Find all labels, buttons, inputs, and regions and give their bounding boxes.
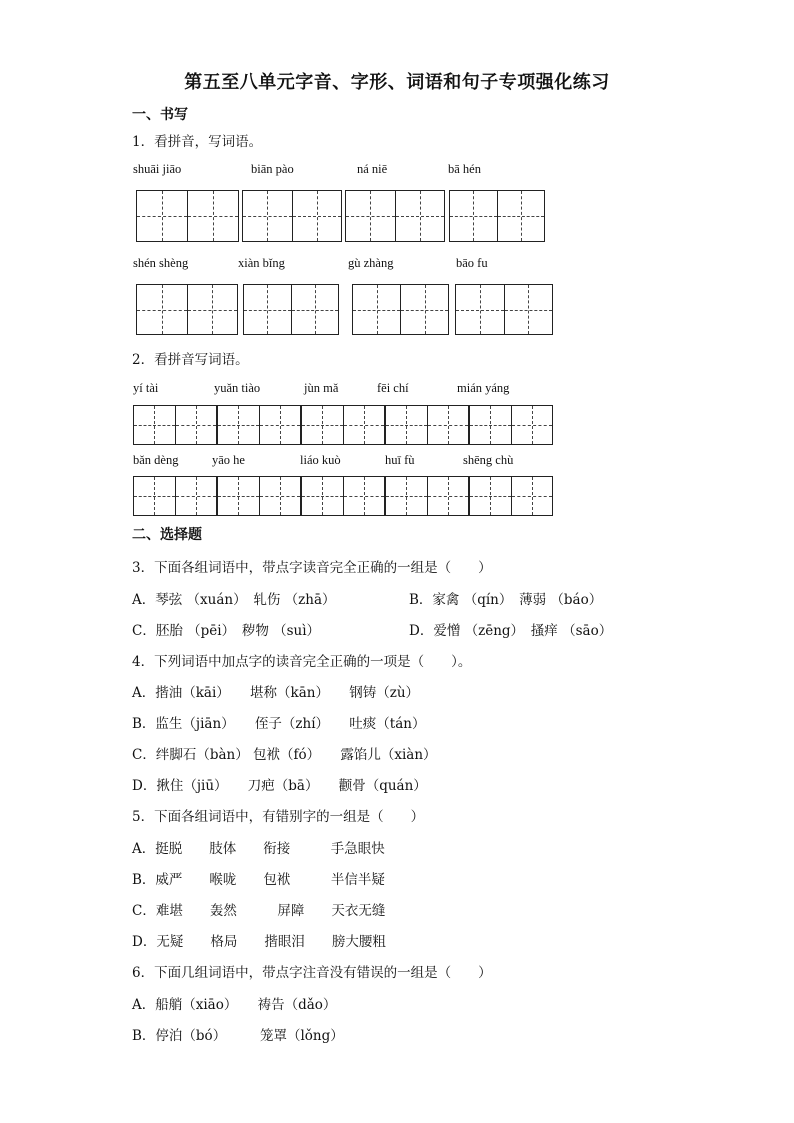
pinyin-label: yuǎn tiào <box>214 381 261 395</box>
question-6-stem: 6．下面几组词语中，带点字注音没有错误的一组是（ ） <box>132 965 492 981</box>
section-heading-choice: 二、选择题 <box>132 527 202 543</box>
writing-grid[interactable] <box>385 405 469 445</box>
pinyin-label: shuāi jiāo <box>133 162 182 176</box>
option-c[interactable]: C．难堪 轰然 屏障 天衣无缝 <box>132 903 386 919</box>
writing-grid[interactable] <box>301 476 385 516</box>
pinyin-label: bā hén <box>448 162 481 176</box>
writing-grid[interactable] <box>455 284 553 335</box>
writing-grid[interactable] <box>301 405 385 445</box>
pinyin-label: shén shèng <box>133 256 189 270</box>
option-d[interactable]: D．揪住（jiū） 刀疤（bā） 颧骨（quán） <box>132 778 427 794</box>
option-a[interactable]: A．揩油（kāi） 堪称（kān） 钢铸（zù） <box>132 685 420 701</box>
pinyin-label: liáo kuò <box>300 453 341 467</box>
option-b[interactable]: B．停泊（bó） 笼罩（lǒng） <box>132 1028 344 1044</box>
option-b[interactable]: B．监生（jiān） 侄子（zhí） 吐痰（tán） <box>132 716 426 732</box>
question-2-stem: 2．看拼音写词语。 <box>132 352 249 368</box>
writing-grid[interactable] <box>449 190 545 242</box>
writing-grid[interactable] <box>217 405 301 445</box>
writing-grid[interactable] <box>352 284 449 335</box>
pinyin-label: bāo fu <box>456 256 488 270</box>
pinyin-label: yí tài <box>133 381 159 395</box>
pinyin-label: gù zhàng <box>348 256 394 270</box>
pinyin-label: huī fù <box>385 453 415 467</box>
page-title: 第五至八单元字音、字形、词语和句子专项强化练习 <box>184 72 610 93</box>
writing-grid[interactable] <box>133 476 217 516</box>
pinyin-label: fēi chí <box>377 381 409 395</box>
writing-grid[interactable] <box>242 190 342 242</box>
writing-grid[interactable] <box>469 405 553 445</box>
question-3-stem: 3．下面各组词语中，带点字读音完全正确的一组是（ ） <box>132 560 492 576</box>
option-b[interactable]: B．威严 喉咙 包袱 半信半疑 <box>132 872 385 888</box>
pinyin-label: biān pào <box>251 162 294 176</box>
writing-grid[interactable] <box>217 476 301 516</box>
option-d[interactable]: D．爱憎 （zēng） 搔痒 （sāo） <box>409 623 613 639</box>
question-4-stem: 4．下列词语中加点字的读音完全正确的一项是（ ）。 <box>132 654 472 670</box>
writing-grid[interactable] <box>136 284 238 335</box>
section-heading-writing: 一、书写 <box>132 107 188 123</box>
pinyin-label: xiàn bǐng <box>238 256 285 270</box>
option-a[interactable]: A．琴弦 （xuán） 轧伤 （zhā） <box>132 592 336 608</box>
pinyin-label: jùn mǎ <box>304 381 339 395</box>
pinyin-label: bǎn dèng <box>133 453 179 467</box>
option-c[interactable]: C．胚胎 （pēi） 秽物 （suì） <box>132 623 321 639</box>
question-1-stem: 1．看拼音，写词语。 <box>132 134 263 150</box>
option-c[interactable]: C．绊脚石（bàn） 包袱（fó） 露馅儿（xiàn） <box>132 747 437 763</box>
pinyin-label: shēng chù <box>463 453 514 467</box>
writing-grid[interactable] <box>469 476 553 516</box>
pinyin-label: yāo he <box>212 453 245 467</box>
option-b[interactable]: B．家禽 （qín） 薄弱 （báo） <box>409 592 603 608</box>
writing-grid[interactable] <box>243 284 339 335</box>
writing-grid[interactable] <box>133 405 217 445</box>
writing-grid[interactable] <box>136 190 239 242</box>
pinyin-label: mián yáng <box>457 381 510 395</box>
writing-grid[interactable] <box>345 190 445 242</box>
option-a[interactable]: A．船艄（xiāo） 祷告（dǎo） <box>132 997 337 1013</box>
option-d[interactable]: D．无疑 格局 揩眼泪 膀大腰粗 <box>132 934 386 950</box>
writing-grid[interactable] <box>385 476 469 516</box>
option-a[interactable]: A．挺脱 肢体 衔接 手急眼快 <box>132 841 385 857</box>
pinyin-label: ná niē <box>357 162 388 176</box>
question-5-stem: 5．下面各组词语中，有错别字的一组是（ ） <box>132 809 425 825</box>
